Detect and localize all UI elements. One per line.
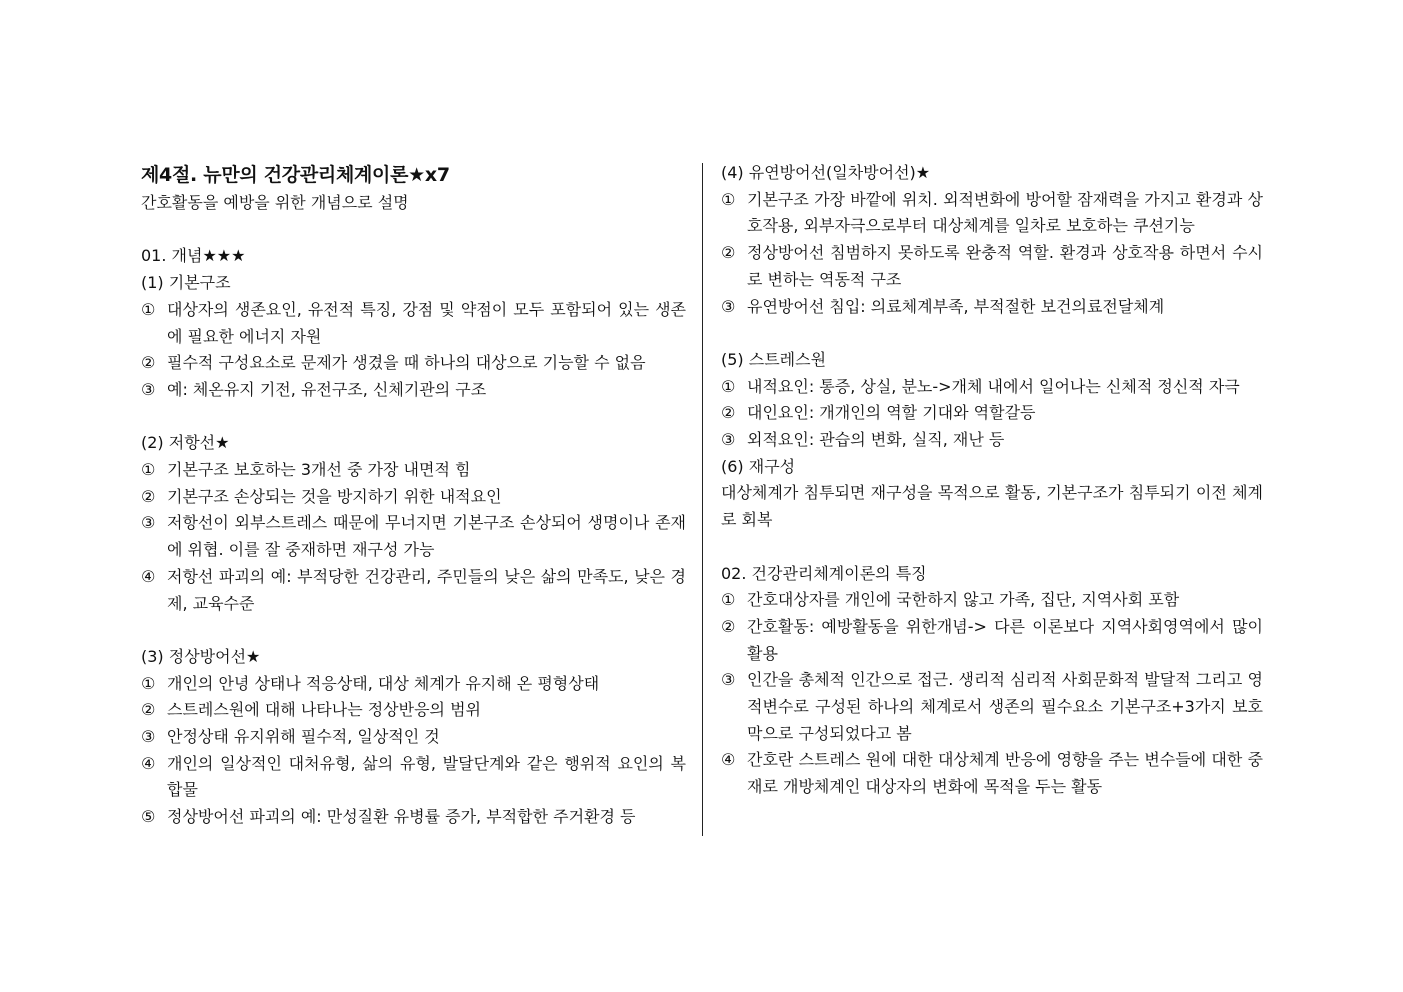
right-column <box>721 160 1263 801</box>
list-item: ③ 인간을 총체적 인간으로 접근. 생리적 심리적 사회문화적 발달적 그리고 영적변수로 구성된 하나의 체계로서 생존의 필수요소 기본구조+3가지 보호막으로 구성되었다고 봄 <box>721 670 1263 743</box>
list-item: ④ 간호란 스트레스 원에 대한 대상체계 반응에 영향을 주는 변수들에 대한 중재로 개방체계인 대상자의 변화에 목적을 두는 활동 <box>721 750 1263 797</box>
normal-defense-heading: (3) 정상방어선★ <box>141 646 261 666</box>
list-item: ① 내적요인: 통증, 상실, 분노->개체 내에서 일어나는 신체적 정신적 자극 <box>721 376 1240 396</box>
left-column <box>141 160 686 831</box>
page-title: 제4절. 뉴만의 건강관리체계이론★x7 <box>141 164 450 186</box>
list-item: ② 필수적 구성요소로 문제가 생겼을 때 하나의 대상으로 기능할 수 없음 <box>141 353 646 373</box>
resistance-line-heading: (2) 저항선★ <box>141 433 230 453</box>
section-01-heading: 01. 개념★★★ <box>141 246 246 266</box>
list-item: ① 개인의 안녕 상태나 적응상태, 대상 체계가 유지해 온 평형상태 <box>141 673 600 693</box>
list-item: ① 대상자의 생존요인, 유전적 특징, 강점 및 약점이 모두 포함되어 있는 생존에 필요한 에너지 자원 <box>141 299 686 346</box>
list-item: ⑤ 정상방어선 파괴의 예: 만성질환 유병률 증가, 부적합한 주거환경 등 <box>141 807 636 827</box>
list-item: ② 스트레스원에 대해 나타나는 정상반응의 범위 <box>141 700 482 720</box>
reconstitution-heading: (6) 재구성 <box>721 456 796 476</box>
basic-structure-heading: (1) 기본구조 <box>141 273 231 293</box>
list-item: ② 기본구조 손상되는 것을 방지하기 위한 내적요인 <box>141 486 502 506</box>
section-02-heading: 02. 건강관리체계이론의 특징 <box>721 563 927 583</box>
list-item: ④ 개인의 일상적인 대처유형, 삶의 유형, 발달단계와 같은 행위적 요인의 복합물 <box>141 753 686 800</box>
list-item: ① 기본구조 보호하는 3개선 중 가장 내면적 힘 <box>141 460 471 479</box>
list-item: ① 기본구조 가장 바깥에 위치. 외적변화에 방어할 잠재력을 가지고 환경과 상호작용, 외부자극으로부터 대상체계를 일차로 보호하는 쿠션기능 <box>721 189 1263 236</box>
flexible-defense-heading: (4) 유연방어선(일차방어선)★ <box>721 163 931 182</box>
list-item: ③ 유연방어선 침입: 의료체계부족, 부적절한 보건의료전달체계 <box>721 296 1165 316</box>
list-item: ② 정상방어선 침범하지 못하도록 완충적 역할. 환경과 상호작용 하면서 수시로 변하는 역동적 구조 <box>721 243 1263 289</box>
list-item: ③ 외적요인: 관습의 변화, 실직, 재난 등 <box>721 430 1005 450</box>
list-item: ① 간호대상자를 개인에 국한하지 않고 가족, 집단, 지역사회 포함 <box>721 590 1180 610</box>
list-item: ② 대인요인: 개개인의 역할 기대와 역할갈등 <box>721 403 1036 423</box>
stressor-heading: (5) 스트레스원 <box>721 349 827 369</box>
list-item: ③ 안정상태 유지위해 필수적, 일상적인 것 <box>141 727 440 747</box>
list-item: ② 간호활동: 예방활동을 위한개념-> 다른 이론보다 지역사회영역에서 많이 활용 <box>721 616 1263 663</box>
list-item: ③ 저항선이 외부스트레스 때문에 무너지면 기본구조 손상되어 생명이나 존재에 위협. 이를 잘 중재하면 재구성 가능 <box>141 513 686 560</box>
reconstitution-text: 대상체계가 침투되면 재구성을 목적으로 활동, 기본구조가 침투되기 이전 체계로 회복 <box>721 483 1263 530</box>
column-divider <box>702 163 703 836</box>
list-item: ③ 예: 체온유지 기전, 유전구조, 신체기관의 구조 <box>141 379 487 399</box>
list-item: ④ 저항선 파괴의 예: 부적당한 건강관리, 주민들의 낮은 삶의 만족도, 낮은 경제, 교육수준 <box>141 566 686 613</box>
subtitle: 간호활동을 예방을 위한 개념으로 설명 <box>141 193 409 212</box>
